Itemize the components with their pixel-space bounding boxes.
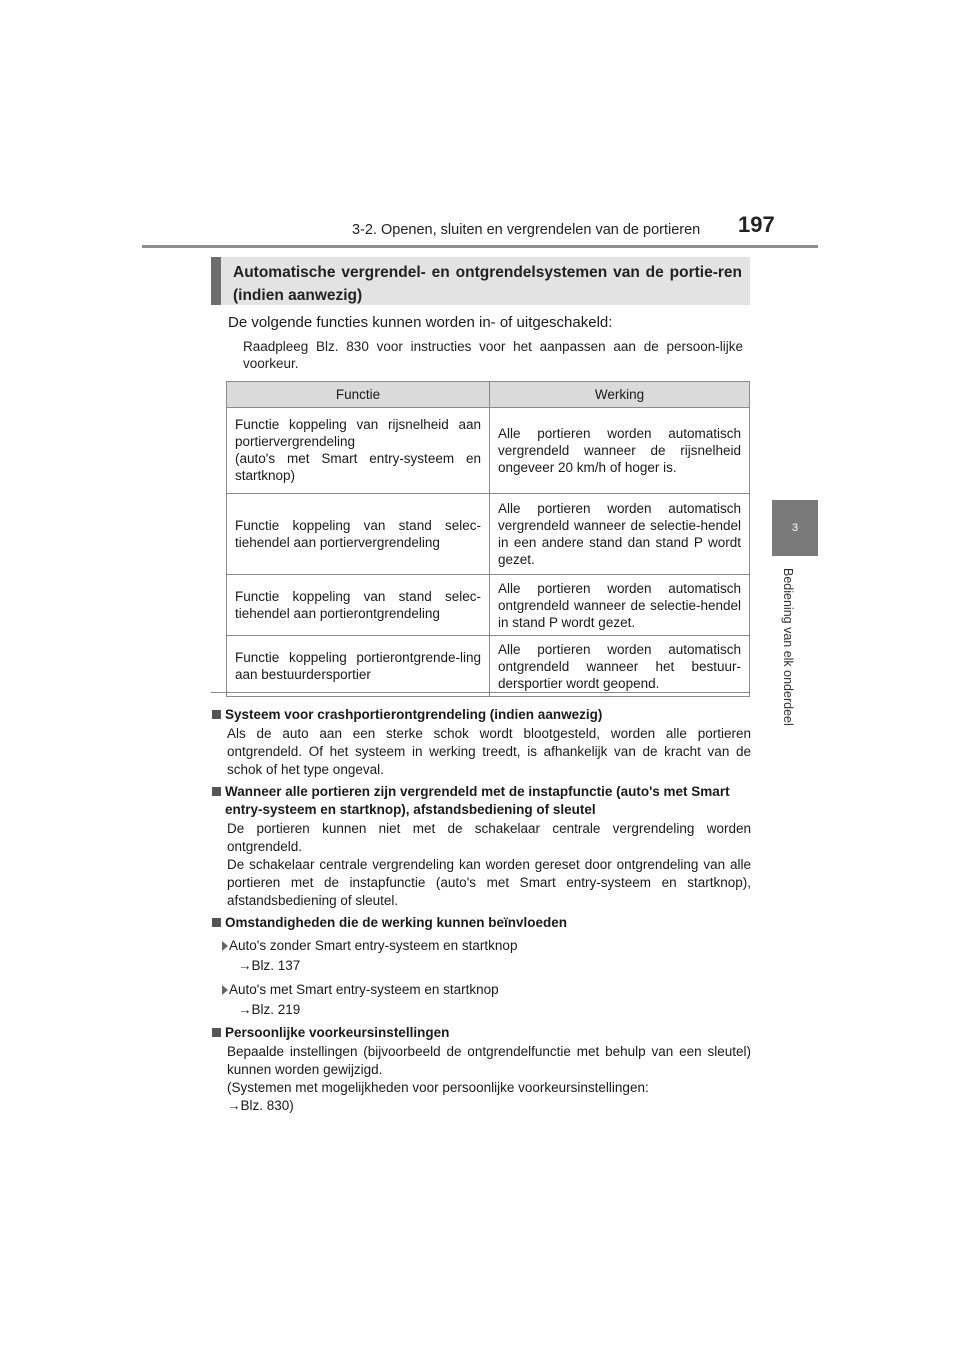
- table-row: [227, 575, 750, 636]
- item-text: Als de auto aan een sterke schok wordt blootgesteld, worden alle portieren ontgrendeld. Of het systeem in werking treedt, is afhankelijk van de kracht van de schok of het type ongeval.: [227, 726, 751, 777]
- chapter-title: 3-2. Openen, sluiten en vergrendelen van de portieren: [352, 222, 701, 238]
- werking-cell: Alle portieren worden automatisch vergrendeld wanneer de rijsnelheid ongeveer 20 km/h of hoger is.: [490, 408, 750, 494]
- function-table: [226, 381, 750, 697]
- item-heading: [211, 1024, 751, 1042]
- functie-cell: [227, 408, 490, 494]
- functie-cell: Functie koppeling van stand selec-tiehendel aan portiervergrendeling: [227, 494, 490, 575]
- table-row: [227, 494, 750, 575]
- functie-cell: Functie koppeling portierontgrende-ling aan bestuurdersportier: [227, 636, 490, 697]
- item-paragraph: Bepaalde instellingen (bijvoorbeeld de ontgrendelfunctie met behulp van een sleutel) kunnen worden gewijzigd.: [227, 1044, 751, 1077]
- item-text: [211, 1043, 751, 1115]
- page-reference: →Blz. 137: [238, 958, 301, 973]
- item-heading: [211, 914, 751, 932]
- intro-text: De volgende functies kunnen worden in- of uitgeschakeld:: [228, 314, 613, 331]
- square-bullet-icon: [212, 710, 221, 719]
- side-tab: 3: [772, 500, 818, 556]
- werking-cell: Alle portieren worden automatisch ontgrendeld wanneer de selectie-hendel in stand P wordt gezet.: [490, 575, 750, 636]
- item-heading: [211, 706, 751, 724]
- table-header-row: [227, 382, 750, 408]
- werking-cell: Alle portieren worden automatisch ontgrendeld wanneer het bestuur-dersportier wordt geopend.: [490, 636, 750, 697]
- column-header-werking: Werking: [490, 382, 750, 408]
- item-paragraph: De portieren kunnen niet met de schakelaar centrale vergrendeling worden ontgrendeld.: [227, 821, 751, 854]
- header-rule: [142, 245, 818, 248]
- body-content: [211, 702, 751, 1119]
- square-bullet-icon: [212, 918, 221, 927]
- item-text: [211, 820, 751, 910]
- table-row: [227, 636, 750, 697]
- sub-item-label: Auto's zonder Smart entry-systeem en startknop: [229, 938, 518, 953]
- functie-text: Functie koppeling van rijsnelheid aan portiervergrendeling (auto's met Smart entry-systeem en startknop): [235, 417, 481, 483]
- triangle-bullet-icon: [222, 985, 228, 995]
- item-title: Wanneer alle portieren zijn vergrendeld met de instapfunctie (auto's met Smart entry-systeem en startknop), afstandsbediening of sleutel: [225, 784, 730, 817]
- page-reference: →Blz. 830): [227, 1098, 294, 1113]
- square-bullet-icon: [212, 787, 221, 796]
- item-heading: [211, 783, 751, 819]
- table-row: [227, 408, 750, 494]
- sub-item: [211, 936, 751, 956]
- page-number: 197: [738, 212, 775, 237]
- werking-cell: Alle portieren worden automatisch vergrendeld wanneer de selectie-hendel in een andere stand dan stand P wordt gezet.: [490, 494, 750, 575]
- sub-item-label: Auto's met Smart entry-systeem en startknop: [229, 982, 499, 997]
- item-paragraph: De schakelaar centrale vergrendeling kan worden gereset door ontgrendeling van alle portieren met de instapfunctie (auto's met Smart entry-systeem en startknop), afstandsbediening of sleutel.: [227, 857, 751, 908]
- item-paragraph: (Systemen met mogelijkheden voor persoonlijke voorkeursinstellingen:: [227, 1080, 649, 1095]
- section-header: [211, 257, 750, 305]
- sub-item: [211, 980, 751, 1000]
- square-bullet-icon: [212, 1028, 221, 1037]
- item-title: Systeem voor crashportierontgrendeling (indien aanwezig): [225, 707, 603, 722]
- side-label: Bediening van elk onderdeel: [781, 568, 795, 726]
- triangle-bullet-icon: [222, 941, 228, 951]
- column-header-functie: Functie: [227, 382, 490, 408]
- section-bottom-rule: [211, 692, 750, 693]
- item-title: Omstandigheden die de werking kunnen beïnvloeden: [225, 915, 568, 930]
- page-reference: →Blz. 219: [238, 1002, 301, 1017]
- item-title: Persoonlijke voorkeursinstellingen: [225, 1025, 450, 1040]
- section-title: Automatische vergrendel- en ontgrendelsystemen van de portie-ren (indien aanwezig): [233, 264, 742, 304]
- note-text: Raadpleeg Blz. 830 voor instructies voor het aanpassen aan de persoon-lijke voorkeur.: [243, 339, 743, 371]
- functie-cell: Functie koppeling van stand selec-tiehendel aan portierontgrendeling: [227, 575, 490, 636]
